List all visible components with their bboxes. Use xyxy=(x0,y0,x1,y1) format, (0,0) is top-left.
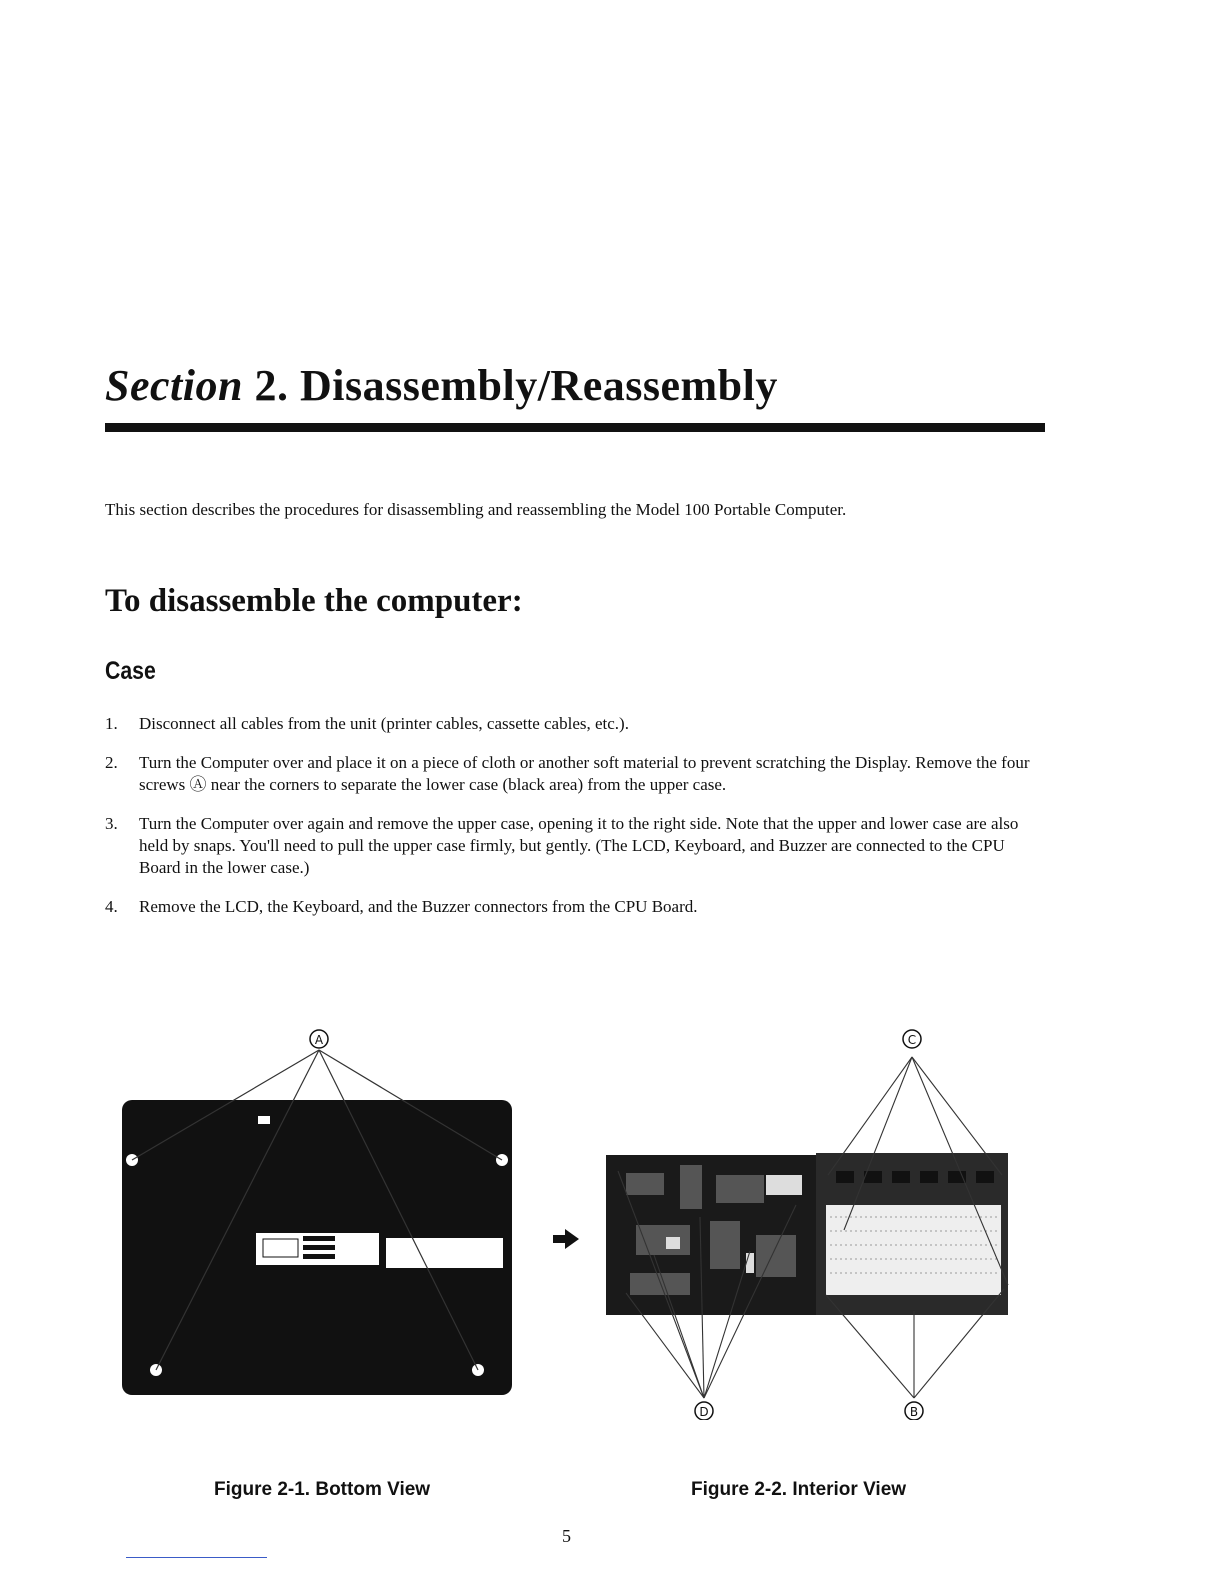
step-item xyxy=(105,813,1040,879)
figure-2-caption: Figure 2-2. Interior View xyxy=(691,1479,907,1500)
case-notch xyxy=(258,1116,270,1124)
section-title xyxy=(105,360,778,411)
intro-paragraph: This section describes the procedures for disassembling and reassembling the Model 100 Portable Computer. xyxy=(105,500,847,519)
callout-label-d: D xyxy=(699,1405,709,1419)
label-bar xyxy=(303,1254,335,1259)
figure-bottom-view xyxy=(110,1020,530,1400)
callout-label-b: B xyxy=(909,1405,919,1419)
step-number: 4. xyxy=(105,897,118,916)
callout-label-c: C xyxy=(907,1033,917,1047)
heading-disassemble: To disassemble the computer: xyxy=(105,583,523,619)
step-number: 2. xyxy=(105,753,118,772)
section-number: 2. xyxy=(254,361,289,410)
step-text: Turn the Computer over and place it on a piece of cloth or another soft material to prevent scratching the Display. Remove the four screws Ⓐ near the corners to separate the lower case (black area) from the upper case. xyxy=(139,753,1030,794)
footer-rule xyxy=(126,1557,267,1558)
keyboard-area xyxy=(826,1205,1001,1295)
step-list xyxy=(105,713,1040,935)
step-text: Disconnect all cables from the unit (printer cables, cassette cables, etc.). xyxy=(139,714,629,733)
step-text: Remove the LCD, the Keyboard, and the Buzzer connectors from the CPU Board. xyxy=(139,897,698,916)
label-bar xyxy=(303,1245,335,1250)
subheading-case: Case xyxy=(105,657,156,685)
label-bar xyxy=(303,1236,335,1241)
bottom-sticker xyxy=(386,1238,503,1268)
section-label: Section xyxy=(105,361,243,410)
section-name: Disassembly/Reassembly xyxy=(299,361,778,410)
step-number: 3. xyxy=(105,814,118,833)
right-arrow-icon xyxy=(551,1228,581,1250)
title-rule xyxy=(105,423,1045,432)
step-item xyxy=(105,713,1040,735)
step-item xyxy=(105,896,1040,918)
page-number: 5 xyxy=(562,1526,571,1546)
step-text: Turn the Computer over again and remove the upper case, opening it to the right side. Note that the upper and lower case are also held by snaps. You'll need to pull the upper case firmly, but gently. (The LCD, Keyboard, and Buzzer are connected to the CPU Board in the lower case.) xyxy=(139,814,1019,877)
figure-1-caption: Figure 2-1. Bottom View xyxy=(214,1479,431,1500)
step-number: 1. xyxy=(105,714,118,733)
callout-label-a: A xyxy=(314,1033,324,1047)
step-item xyxy=(105,752,1040,796)
figure-interior-view xyxy=(600,1025,1020,1420)
